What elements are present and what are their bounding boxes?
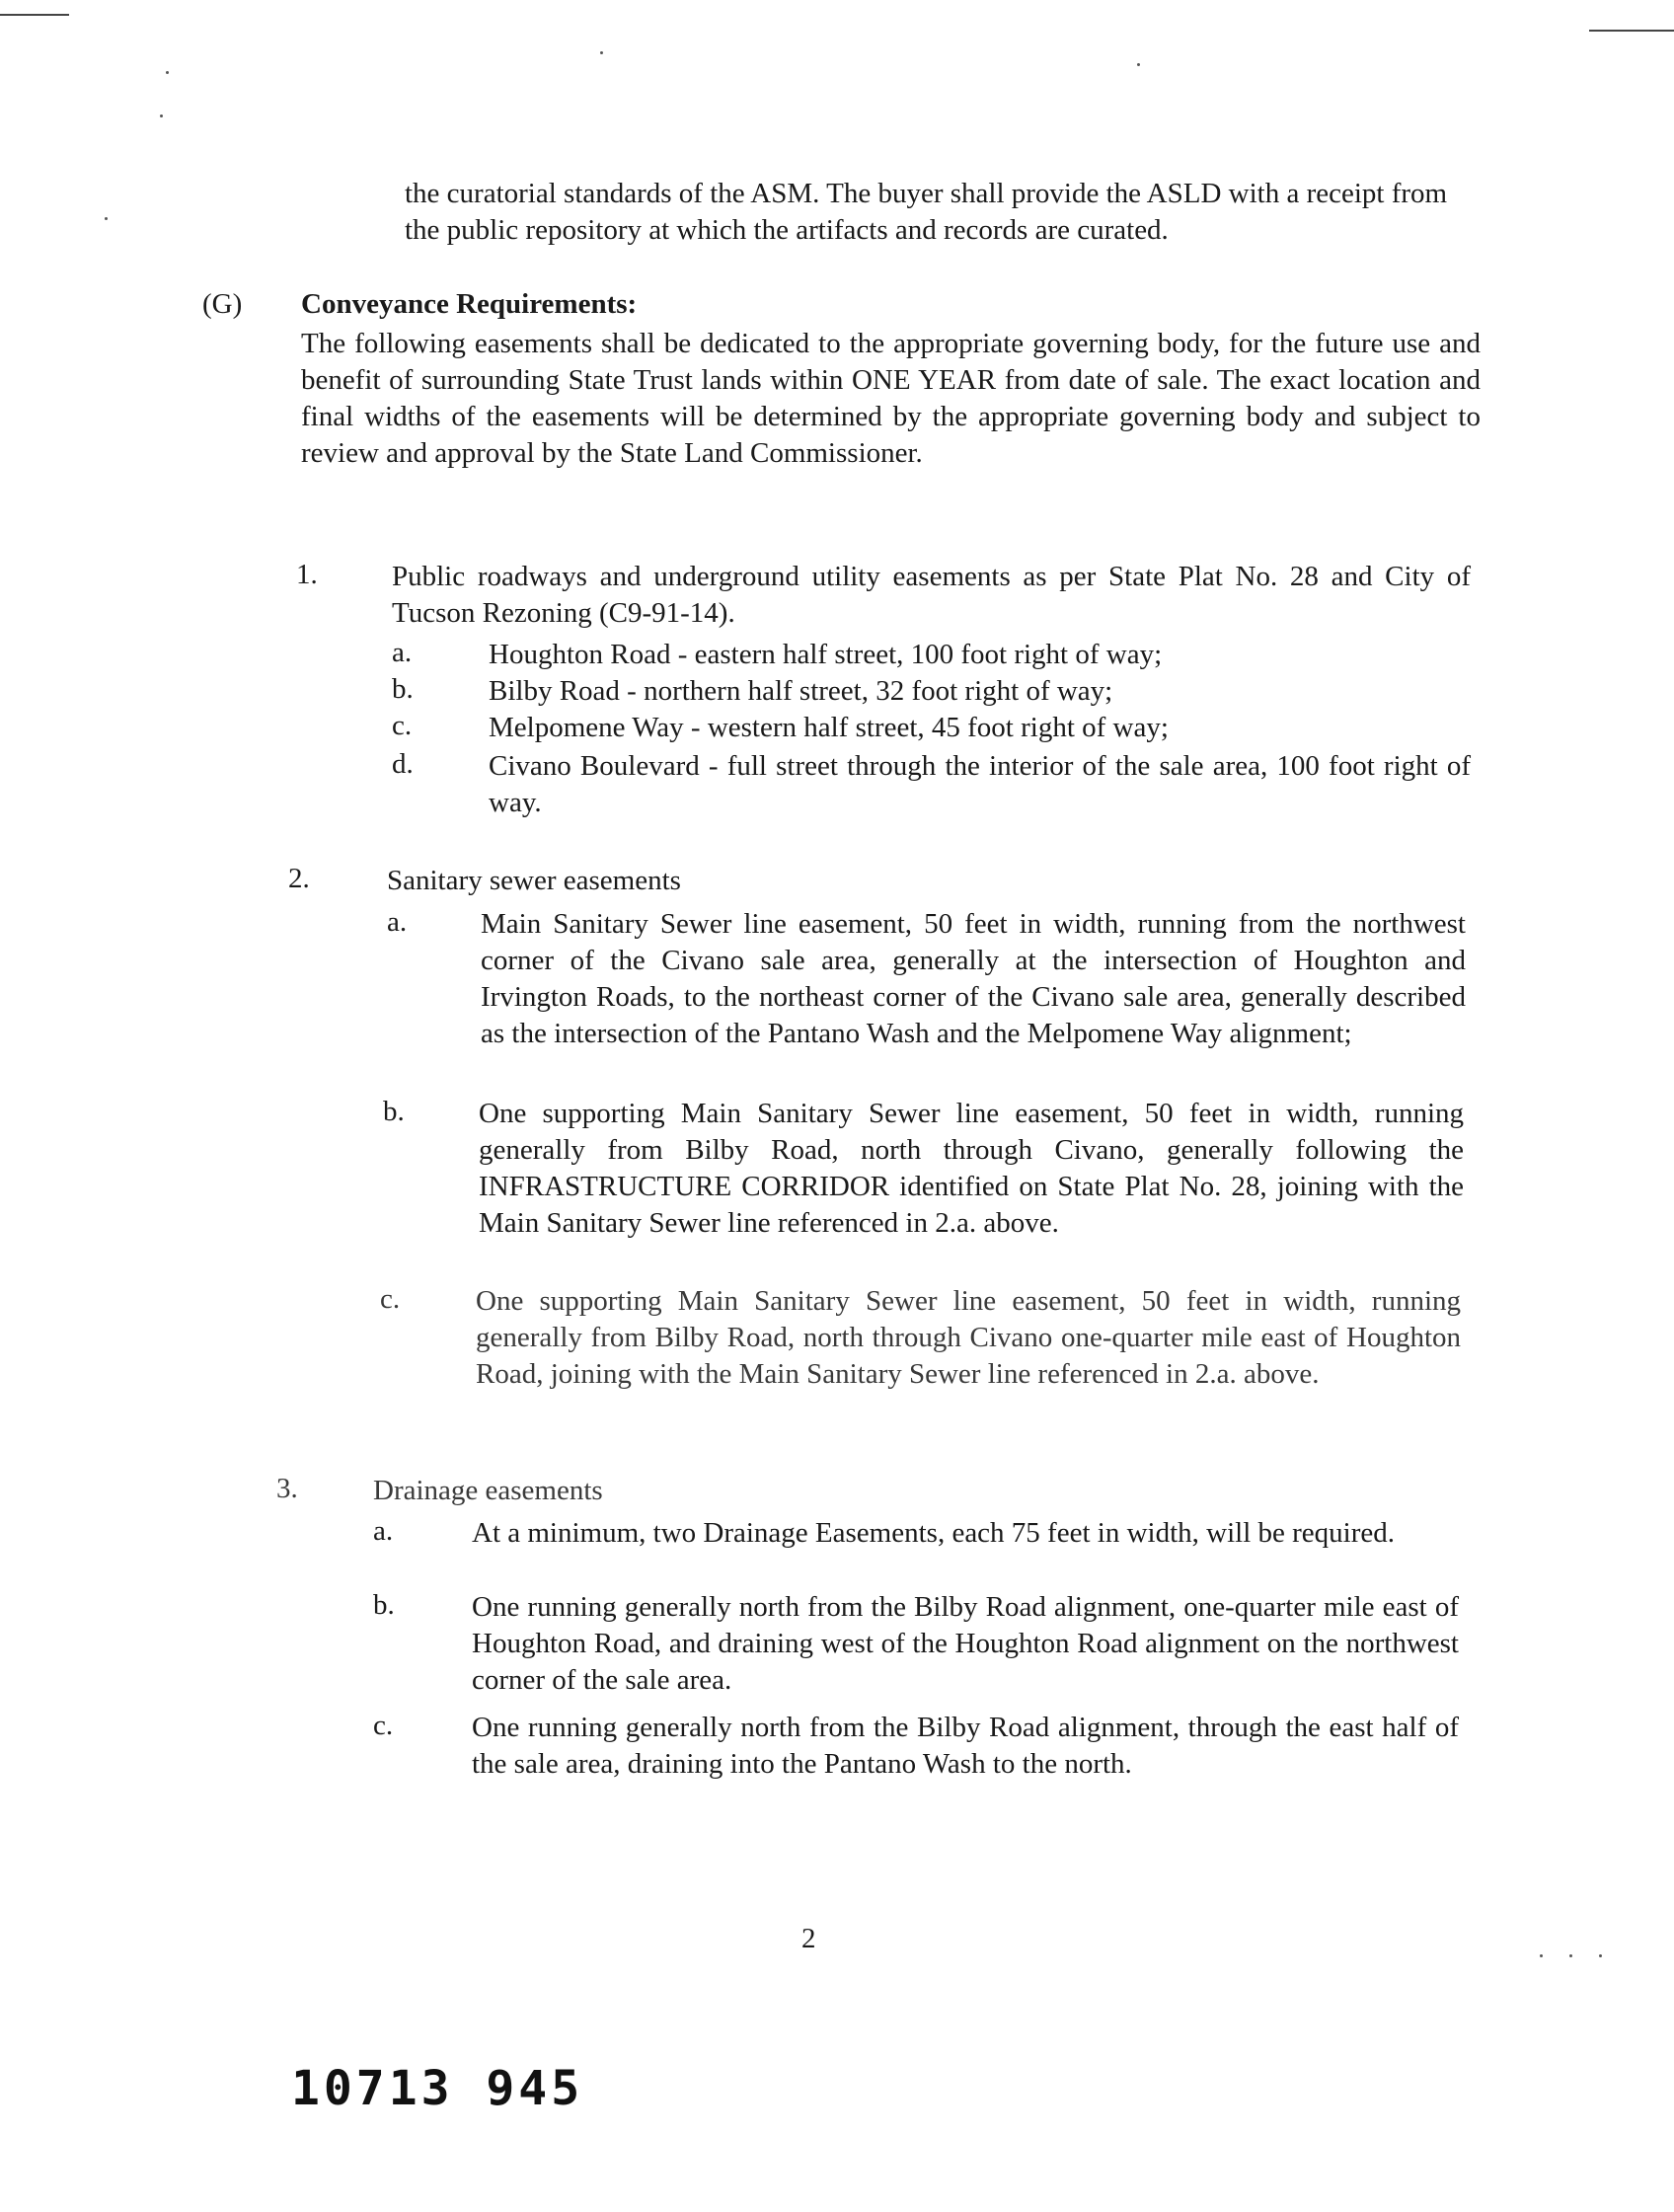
section-label: (G) <box>202 288 243 320</box>
scan-speck <box>1599 1954 1602 1957</box>
item-number: 1. <box>296 559 318 590</box>
subitem-text: At a minimum, two Drainage Easements, each 75 feet in width, will be required. <box>472 1517 1395 1549</box>
item-heading: Drainage easements <box>373 1475 603 1506</box>
subitem-letter: b. <box>392 673 414 705</box>
subitem-text: Houghton Road - eastern half street, 100 foot right of way; <box>489 639 1163 670</box>
subitem-text: One running generally north from the Bilby Road alignment, through the east half of the sale area, draining into the Pantano Wash to the north. <box>472 1712 1459 1780</box>
subitem-letter: d. <box>392 748 414 780</box>
subitem-letter: c. <box>392 710 413 741</box>
subitem-letter: a. <box>373 1515 394 1547</box>
subitem-letter: a. <box>392 637 413 668</box>
item-heading: Public roadways and underground utility easements as per State Plat No. 28 and City of Tucson Rezoning (C9-91-14). <box>392 561 1471 629</box>
subitem-text: One supporting Main Sanitary Sewer line easement, 50 feet in width, running generally from Bilby Road, north through Civano one-quarter mile east of Houghton Road, joining with the Main Sanitary Sewer line referenced in 2.a. above. <box>476 1285 1461 1390</box>
item-number: 3. <box>276 1473 298 1504</box>
scan-speck <box>600 51 603 54</box>
scan-speck <box>160 114 163 117</box>
subitem-text: Main Sanitary Sewer line easement, 50 feet in width, running from the northwest corner of the Civano sale area, generally at the intersection of Houghton and Irvington Roads, to the northeast corner of the Civano sale area, generally described as the intersection of the Pantano Wash and the Melpomene Way alignment; <box>481 908 1466 1049</box>
subitem-letter: c. <box>380 1283 401 1315</box>
subitem-text: Civano Boulevard - full street through the interior of the sale area, 100 foot right of way. <box>489 750 1471 818</box>
scan-edge-mark-left <box>0 14 69 16</box>
subitem-letter: a. <box>387 906 408 938</box>
section-body: The following easements shall be dedicated to the appropriate governing body, for the future use and benefit of surrounding State Trust lands within ONE YEAR from date of sale. The exact location and final widths of the easements will be determined by the appropriate governing body and subject to review and approval by the State Land Commissioner. <box>301 328 1481 469</box>
item-number: 2. <box>288 863 310 894</box>
scan-speck <box>1569 1954 1572 1957</box>
scan-speck <box>1137 63 1140 66</box>
subitem-letter: b. <box>383 1096 405 1127</box>
subitem-text: Bilby Road - northern half street, 32 foot right of way; <box>489 675 1113 707</box>
subitem-text: One running generally north from the Bilby Road alignment, one-quarter mile east of Houghton Road, and draining west of the Houghton Road alignment on the northwest corner of the sale area. <box>472 1591 1459 1696</box>
document-stamp-number: 10713 945 <box>291 2061 584 2116</box>
item-heading: Sanitary sewer easements <box>387 865 681 896</box>
section-title: Conveyance Requirements: <box>301 288 638 320</box>
scan-speck <box>1540 1954 1543 1957</box>
scan-speck <box>105 217 108 220</box>
subitem-letter: b. <box>373 1589 395 1621</box>
intro-paragraph: the curatorial standards of the ASM. The buyer shall provide the ASLD with a receipt from the public repository at which the artifacts and records are curated. <box>405 178 1448 246</box>
page-number: 2 <box>801 1923 816 1954</box>
subitem-text: Melpomene Way - western half street, 45 foot right of way; <box>489 712 1169 743</box>
subitem-text: One supporting Main Sanitary Sewer line easement, 50 feet in width, running generally from Bilby Road, north through Civano, generally following the INFRASTRUCTURE CORRIDOR identified on State Plat No. 28, joining with the Main Sanitary Sewer line referenced in 2.a. above. <box>479 1098 1464 1239</box>
scan-speck <box>166 71 169 74</box>
subitem-letter: c. <box>373 1710 394 1741</box>
scan-edge-mark-right <box>1589 30 1674 32</box>
